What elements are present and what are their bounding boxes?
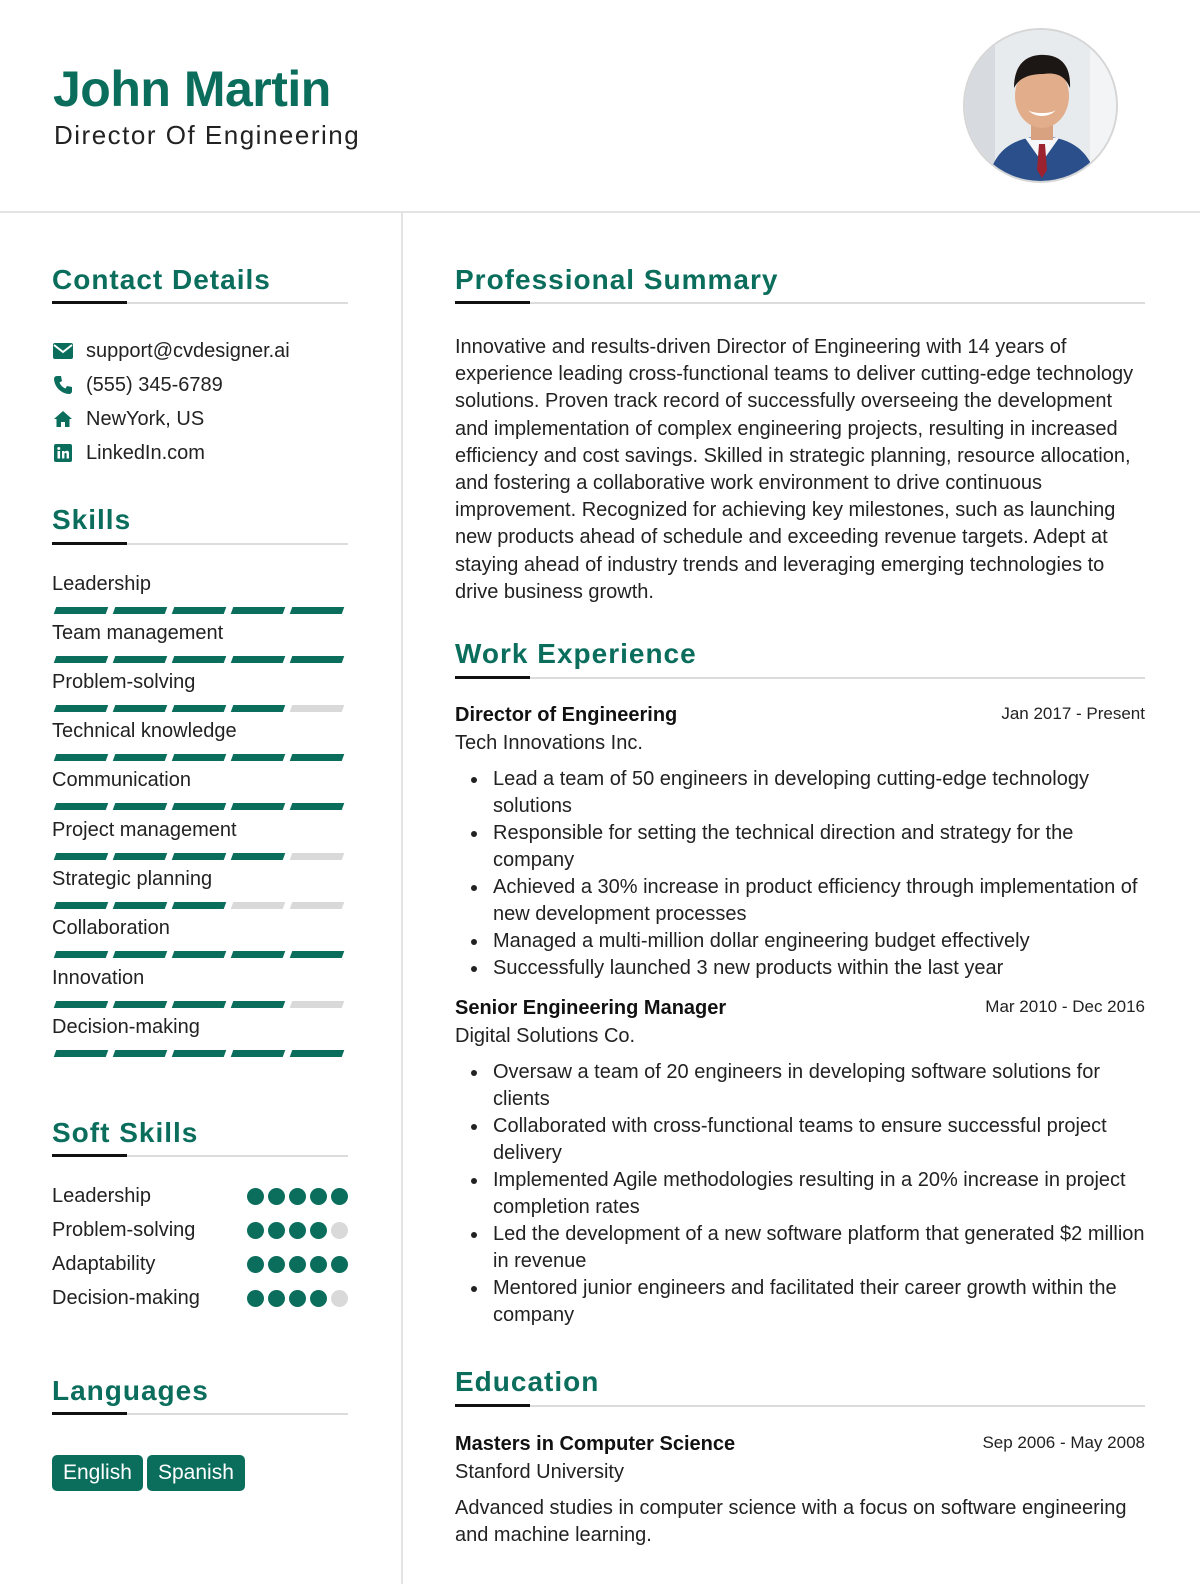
education-description: Advanced studies in computer science with a focus on software engineering and machine learning. (455, 1497, 1127, 1546)
contact-heading: Contact Details (52, 264, 271, 295)
skill-segment-filled (54, 803, 109, 810)
soft-skills-heading-rule (52, 1155, 348, 1157)
skill-item (52, 769, 348, 795)
skill-bar (52, 607, 348, 614)
skill-item (52, 671, 348, 697)
candidate-name: John Martin (53, 61, 331, 117)
experience-heading-rule (455, 677, 1145, 679)
soft-skill-item (52, 1251, 348, 1281)
skill-segment-filled (113, 705, 168, 712)
skill-segment-filled (172, 951, 227, 958)
skill-segment-filled (172, 656, 227, 663)
rating-dot-filled (310, 1256, 327, 1273)
person-avatar-icon (965, 30, 1118, 183)
skill-segment-empty (290, 853, 345, 860)
job-role: Director of Engineering (455, 704, 678, 726)
skills-heading-rule (52, 543, 348, 545)
skill-segment-filled (290, 656, 345, 663)
skill-segment-filled (231, 803, 286, 810)
skill-segment-empty (290, 1001, 345, 1008)
skill-label: Team management (52, 622, 224, 644)
skill-segment-filled (54, 951, 109, 958)
job-company: Tech Innovations Inc. (455, 732, 643, 754)
rating-dot-filled (331, 1188, 348, 1205)
skill-label: Innovation (52, 967, 145, 989)
contact-heading-rule (52, 302, 348, 304)
skill-segment-filled (54, 902, 109, 909)
skill-bar (52, 803, 348, 810)
soft-skill-rating (247, 1290, 348, 1308)
skill-segment-filled (172, 1050, 227, 1057)
list-item: Led the development of a new software platform that generated $2 million in revenue (455, 1221, 1145, 1275)
contact-linkedin[interactable] (52, 436, 372, 470)
rating-dot-filled (247, 1188, 264, 1205)
skill-bar (52, 656, 348, 663)
skill-segment-filled (172, 1001, 227, 1008)
contact-linkedin-text: LinkedIn.com (86, 441, 205, 464)
rating-dot-empty (331, 1222, 348, 1239)
summary-heading-rule (455, 302, 1145, 304)
skill-segment-filled (113, 656, 168, 663)
list-item: Achieved a 30% increase in product efficiency through implementation of new development processes (455, 874, 1145, 928)
skill-segment-empty (290, 902, 345, 909)
soft-skill-label: Decision-making (52, 1287, 200, 1309)
language-badge-english: English (52, 1455, 143, 1491)
skill-label: Communication (52, 769, 191, 791)
summary-text: Innovative and results-driven Director of Engineering with 14 years of experience leading cross-functional teams to deliver cutting-edge technology solutions. Proven track record of successfully overseeing the development and implementation of complex engineering projects, resulting in increased efficiency and cost savings. Skilled in strategic planning, resource allocation, and fostering a collaborative work environment to drive continuous improvement. Recognized for achieving key milestones, such as launching new products ahead of schedule and exceeding revenue targets. Adept at staying ahead of industry trends and leveraging emerging technologies to drive business growth. (455, 336, 1134, 603)
soft-skill-label: Leadership (52, 1185, 151, 1207)
language-badge-spanish: Spanish (147, 1455, 245, 1491)
list-item: Mentored junior engineers and facilitated their career growth within the company (455, 1275, 1145, 1329)
linkedin-icon (52, 442, 74, 464)
rating-dot-filled (247, 1290, 264, 1307)
soft-skills-heading: Soft Skills (52, 1117, 199, 1148)
skill-segment-filled (172, 607, 227, 614)
skill-segment-filled (290, 1050, 345, 1057)
job-bullets (455, 1059, 1145, 1329)
skill-item (52, 720, 348, 746)
skill-segment-filled (113, 803, 168, 810)
rating-dot-filled (331, 1256, 348, 1273)
rating-dot-filled (247, 1256, 264, 1273)
skill-label: Strategic planning (52, 868, 213, 890)
skill-label: Technical knowledge (52, 720, 237, 742)
soft-skill-label: Problem-solving (52, 1219, 196, 1241)
skill-item (52, 622, 348, 648)
list-item: Successfully launched 3 new products within the last year (455, 955, 1145, 982)
skill-segment-filled (113, 853, 168, 860)
list-item: Lead a team of 50 engineers in developing cutting-edge technology solutions (455, 766, 1145, 820)
list-item: Implemented Agile methodologies resulting in a 20% increase in project completion rates (455, 1167, 1145, 1221)
rating-dot-filled (310, 1290, 327, 1307)
resume-header (0, 0, 1200, 213)
skill-segment-filled (113, 607, 168, 614)
skill-segment-filled (54, 853, 109, 860)
rating-dot-filled (289, 1290, 306, 1307)
skill-segment-filled (172, 902, 227, 909)
rating-dot-filled (289, 1188, 306, 1205)
contact-location (52, 402, 372, 436)
skill-segment-filled (54, 656, 109, 663)
experience-heading: Work Experience (455, 638, 697, 669)
skill-segment-empty (290, 705, 345, 712)
skill-segment-filled (231, 1001, 286, 1008)
skill-segment-filled (290, 803, 345, 810)
skill-bar (52, 1050, 348, 1057)
skill-segment-filled (172, 754, 227, 761)
profile-photo (963, 28, 1118, 183)
skill-segment-filled (231, 951, 286, 958)
skill-label: Leadership (52, 573, 151, 595)
skill-segment-filled (54, 607, 109, 614)
skill-segment-filled (54, 1001, 109, 1008)
soft-skill-rating (247, 1222, 348, 1240)
candidate-title: Director Of Engineering (54, 120, 361, 150)
skill-bar (52, 853, 348, 860)
rating-dot-filled (289, 1256, 306, 1273)
skill-segment-filled (113, 951, 168, 958)
languages-heading-rule (52, 1413, 348, 1415)
skill-segment-filled (113, 1001, 168, 1008)
list-item: Managed a multi-million dollar engineering budget effectively (455, 928, 1145, 955)
skill-bar (52, 1001, 348, 1008)
soft-skill-label: Adaptability (52, 1253, 156, 1275)
skill-segment-filled (231, 656, 286, 663)
skill-segment-filled (290, 607, 345, 614)
skill-bar (52, 754, 348, 761)
rating-dot-filled (268, 1188, 285, 1205)
skill-segment-filled (231, 1050, 286, 1057)
skill-item (52, 917, 348, 943)
skill-bar (52, 951, 348, 958)
rating-dot-filled (268, 1222, 285, 1239)
job-company: Digital Solutions Co. (455, 1025, 636, 1047)
skill-segment-filled (172, 803, 227, 810)
languages-heading: Languages (52, 1375, 209, 1406)
skill-segment-filled (231, 607, 286, 614)
contact-phone[interactable] (52, 368, 372, 402)
rating-dot-filled (310, 1188, 327, 1205)
education-heading-rule (455, 1405, 1145, 1407)
job-entry (455, 704, 1145, 982)
soft-skill-rating (247, 1188, 348, 1206)
skill-segment-filled (113, 1050, 168, 1057)
rating-dot-filled (310, 1222, 327, 1239)
summary-heading: Professional Summary (455, 264, 779, 295)
soft-skill-item (52, 1183, 348, 1213)
contact-phone-text: (555) 345-6789 (86, 373, 223, 396)
skill-segment-filled (172, 853, 227, 860)
list-item: Responsible for setting the technical direction and strategy for the company (455, 820, 1145, 874)
envelope-icon (52, 340, 74, 362)
skill-segment-filled (231, 754, 286, 761)
skill-segment-filled (290, 754, 345, 761)
skill-segment-empty (231, 902, 286, 909)
skill-segment-filled (231, 853, 286, 860)
skill-label: Project management (52, 819, 237, 841)
skill-item (52, 819, 348, 845)
list-item: Collaborated with cross-functional teams to ensure successful project delivery (455, 1113, 1145, 1167)
skill-item (52, 967, 348, 993)
soft-skill-item (52, 1217, 348, 1247)
skills-heading: Skills (52, 504, 132, 535)
rating-dot-filled (268, 1256, 285, 1273)
contact-email-text: support@cvdesigner.ai (86, 339, 290, 362)
skill-item (52, 573, 348, 599)
column-divider (401, 213, 403, 1584)
skill-item (52, 868, 348, 894)
skill-segment-filled (54, 754, 109, 761)
job-role: Senior Engineering Manager (455, 997, 727, 1019)
skill-label: Problem-solving (52, 671, 196, 693)
skill-segment-filled (113, 754, 168, 761)
skill-bar (52, 705, 348, 712)
education-heading: Education (455, 1366, 600, 1397)
job-dates: Jan 2017 - Present (1001, 704, 1145, 723)
rating-dot-filled (268, 1290, 285, 1307)
skill-label: Collaboration (52, 917, 170, 939)
job-bullets (455, 766, 1145, 982)
education-degree: Masters in Computer Science (455, 1433, 736, 1455)
skill-segment-filled (54, 705, 109, 712)
contact-email[interactable] (52, 334, 372, 368)
education-school: Stanford University (455, 1461, 624, 1483)
skill-segment-filled (172, 705, 227, 712)
skill-segment-filled (113, 902, 168, 909)
job-dates: Mar 2010 - Dec 2016 (985, 997, 1145, 1016)
phone-icon (52, 374, 74, 396)
skill-bar (52, 902, 348, 909)
education-entry (455, 1433, 1145, 1549)
soft-skill-item (52, 1285, 348, 1315)
soft-skill-rating (247, 1256, 348, 1274)
rating-dot-empty (331, 1290, 348, 1307)
skill-segment-filled (231, 705, 286, 712)
rating-dot-filled (247, 1222, 264, 1239)
education-dates: Sep 2006 - May 2008 (982, 1433, 1145, 1452)
skill-segment-filled (54, 1050, 109, 1057)
skill-label: Decision-making (52, 1016, 200, 1038)
rating-dot-filled (289, 1222, 306, 1239)
list-item: Oversaw a team of 20 engineers in developing software solutions for clients (455, 1059, 1145, 1113)
job-entry (455, 997, 1145, 1329)
home-icon (52, 408, 74, 430)
skill-segment-filled (290, 951, 345, 958)
skill-item (52, 1016, 348, 1042)
contact-location-text: NewYork, US (86, 407, 205, 430)
